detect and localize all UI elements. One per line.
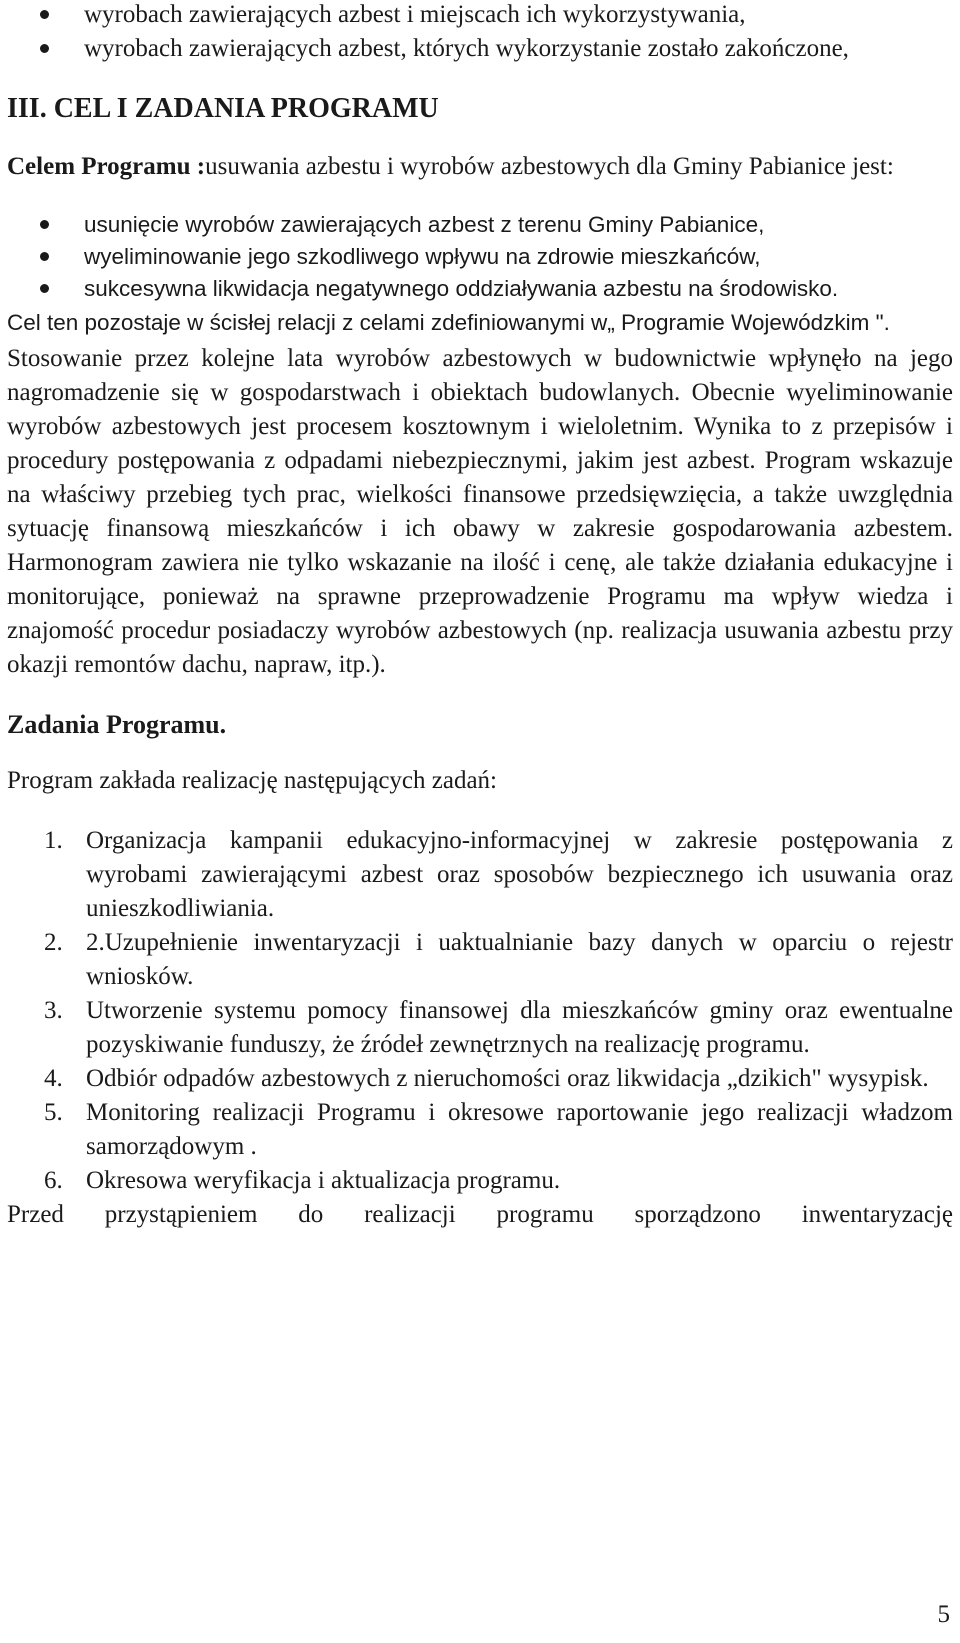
goal-text: usuwania azbestu i wyrobów azbestowych dla Gminy Pabianice jest: bbox=[205, 153, 894, 180]
list-item-number: 5. bbox=[44, 1099, 63, 1126]
relation-paragraph: Cel ten pozostaje w ścisłej relacji z celami zdefiniowanymi w„ Programie Wojewódzkim ". bbox=[7, 310, 890, 335]
list-item-number: 4. bbox=[44, 1065, 63, 1092]
page-number: 5 bbox=[937, 1601, 950, 1628]
list-item-text: Odbiór odpadów azbestowych z nieruchomości oraz likwidacja „dzikich" wysypisk. bbox=[86, 1065, 929, 1092]
list-item bbox=[7, 32, 953, 66]
tasks-intro: Program zakłada realizację następujących zadań: bbox=[7, 767, 498, 794]
list-item bbox=[7, 209, 953, 241]
list-item bbox=[7, 1096, 953, 1164]
list-item bbox=[7, 994, 953, 1062]
list-item-text: sukcesywna likwidacja negatywnego oddziaływania azbestu na środowisko. bbox=[84, 276, 839, 301]
tasks-heading: Zadania Programu. bbox=[7, 710, 227, 739]
list-item-number: 2. bbox=[44, 929, 63, 956]
list-item bbox=[7, 241, 953, 273]
list-item bbox=[7, 273, 953, 305]
main-paragraph: Stosowanie przez kolejne lata wyrobów azbestowych w budownictwie wpłynęło na jego nagromadzenie się w gospodarstwach i obiektach budowlanych. Obecnie wyeliminowanie wyrobów azbestowych jest procesem kosztownym i wieloletnim. Wynika to z przepisów i procedury postępowania z odpadami niebezpiecznymi, jakim jest azbest. Program wskazuje na właściwy przebieg tych prac, wielkości finansowe przedsięwzięcia, a także uwzględnia sytuację finansową mieszkańców i ich obawy w zakresie gospodarowania azbestem. Harmonogram zawiera nie tylko wskazanie na ilość i cenę, ale także działania edukacyjne i monitorujące, ponieważ na sprawne przeprowadzenie Programu ma wpływ wiedza i znajomość procedur posiadaczy wyrobów azbestowych (np. realizacja usuwania azbestu przy okazji remontów dachu, napraw, itp.). bbox=[7, 345, 953, 678]
list-item-text: Okresowa weryfikacja i aktualizacja programu. bbox=[86, 1167, 561, 1194]
list-item bbox=[7, 824, 953, 926]
bullet-icon bbox=[40, 252, 49, 261]
goal-paragraph bbox=[7, 150, 953, 184]
bullet-icon bbox=[40, 10, 49, 19]
list-item-number: 3. bbox=[44, 997, 63, 1024]
bullet-icon bbox=[40, 44, 49, 53]
list-item-text: usunięcie wyrobów zawierających azbest z terenu Gminy Pabianice, bbox=[84, 212, 765, 237]
goal-lead: Celem Programu : bbox=[7, 153, 206, 180]
list-item-number: 6. bbox=[44, 1167, 63, 1194]
section-heading: III. CEL I ZADANIA PROGRAMU bbox=[7, 93, 439, 124]
list-item-number: 1. bbox=[44, 827, 63, 854]
document-page bbox=[7, 0, 953, 1232]
list-item-text: 2.Uzupełnienie inwentaryzacji i uaktualnianie bazy danych w oparciu o rejestr wniosków. bbox=[86, 929, 953, 990]
closing-line: Przed przystąpieniem do realizacji programu sporządzono inwentaryzację bbox=[7, 1201, 953, 1228]
list-item-text: wyeliminowanie jego szkodliwego wpływu na zdrowie mieszkańców, bbox=[84, 244, 761, 269]
list-item-text: Monitoring realizacji Programu i okresowe raportowanie jego realizacji władzom samorządowym . bbox=[86, 1099, 953, 1160]
tasks-list bbox=[7, 824, 953, 1198]
list-item-text: Utworzenie systemu pomocy finansowej dla mieszkańców gminy oraz ewentualne pozyskiwanie funduszy, że źródeł zewnętrznych na realizację programu. bbox=[86, 997, 953, 1058]
bullet-icon bbox=[40, 284, 49, 293]
top-bullet-list bbox=[7, 0, 953, 66]
bullet-icon bbox=[40, 220, 49, 229]
list-item bbox=[7, 926, 953, 994]
goal-bullet-list bbox=[7, 209, 953, 305]
list-item bbox=[7, 1062, 953, 1096]
list-item-text: wyrobach zawierających azbest i miejscach ich wykorzystywania, bbox=[84, 1, 746, 28]
list-item bbox=[7, 1164, 953, 1198]
list-item-text: Organizacja kampanii edukacyjno-informacyjnej w zakresie postępowania z wyrobami zawierającymi azbest oraz sposobów bezpiecznego ich usuwania oraz unieszkodliwiania. bbox=[86, 827, 953, 922]
list-item-text: wyrobach zawierających azbest, których wykorzystanie zostało zakończone, bbox=[84, 35, 849, 62]
list-item bbox=[7, 0, 953, 32]
